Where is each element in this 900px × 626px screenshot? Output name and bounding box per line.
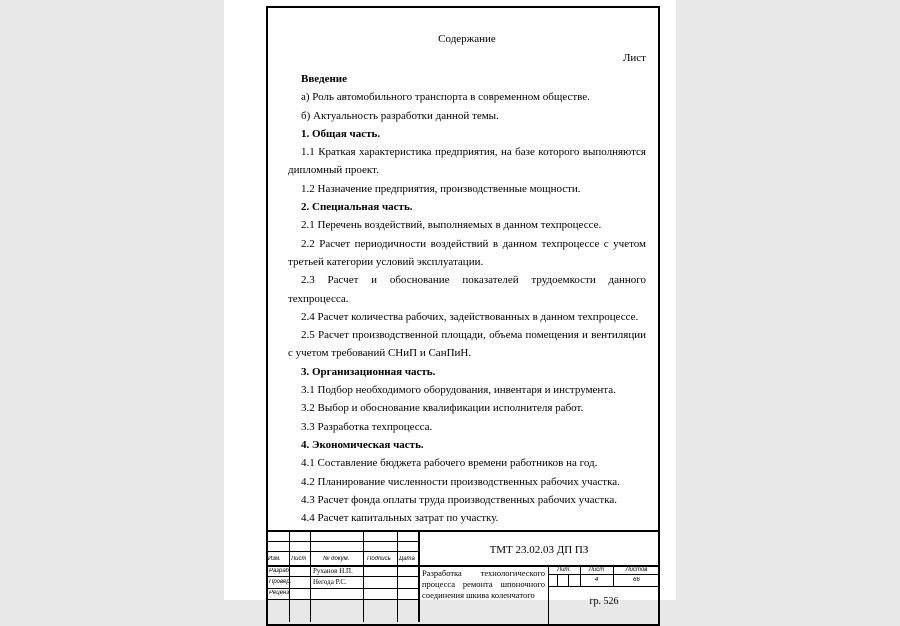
checker-name: Негода Р.С. xyxy=(313,578,347,586)
toc-entry: 3.2 Выбор и обоснование квалификации исполнителя работ. xyxy=(301,402,584,415)
toc-section-heading: 2. Специальная часть. xyxy=(301,201,413,214)
toc-entry: 2.3 Расчет и обоснование показателей трудоемкости данного техпроцесса. xyxy=(288,274,646,305)
sheet-number: 4 xyxy=(594,577,599,583)
toc-entry: 3.1 Подбор необходимого оборудования, инвентаря и инструмента. xyxy=(301,384,616,397)
toc-entry: 2.5 Расчет производственной площади, объема помещения и вентиляции с учетом требований СНиП и СанПиН. xyxy=(288,329,646,360)
role-reviewer: Реценз. xyxy=(269,590,291,596)
header-izm: Изм. xyxy=(268,556,281,562)
table-of-contents xyxy=(288,33,646,527)
toc-entry: 4.2 Планирование численности производственных рабочих участка. xyxy=(301,475,620,488)
toc-section-heading: 4. Экономическая часть. xyxy=(301,438,424,451)
document-description: Разработка технологического процесса ремонта шпоночного соединения шкива коленчатого xyxy=(422,568,545,600)
toc-entry: 4.4 Расчет капитальных затрат по участку. xyxy=(301,512,499,525)
toc-entry: 2.2 Расчет периодичности воздействий в данном техпроцессе с учетом третьей категории условий эксплуатации. xyxy=(288,237,646,268)
lit-label: Лит. xyxy=(556,567,572,573)
toc-section-heading: 1. Общая часть. xyxy=(301,127,381,140)
toc-entry: 1.1 Краткая характеристика предприятия, на базе которого выполняются дипломный проект. xyxy=(288,146,646,177)
toc-entry: б) Актуальность разработки данной темы. xyxy=(301,109,499,122)
developer-name: Руханов Н.П. xyxy=(313,567,353,575)
header-list: Лист xyxy=(291,556,307,562)
sheet-column-label: Лист xyxy=(622,52,646,64)
sheets-count: 66 xyxy=(633,577,640,583)
sheets-label: Листов xyxy=(625,567,648,573)
header-sign: Подпись xyxy=(367,556,391,562)
toc-entry: 3.3 Разработка техпроцесса. xyxy=(301,420,433,433)
toc-entry: 4.3 Расчет фонда оплаты труда производственных рабочих участка. xyxy=(301,493,618,506)
role-developer: Разраб. xyxy=(269,568,291,574)
header-date: Дата xyxy=(399,556,415,562)
group-label: гр. 526 xyxy=(589,596,619,607)
header-doc: № докум. xyxy=(323,556,350,562)
toc-title: Содержание xyxy=(438,33,496,45)
sheet-label: Лист xyxy=(588,567,605,573)
toc-entry: 2.1 Перечень воздействий, выполняемых в данном техпроцессе. xyxy=(301,219,602,232)
title-block xyxy=(266,530,660,622)
document-code: ТМТ 23.02.03 ДП ПЗ xyxy=(489,544,589,556)
toc-entry: 1.2 Назначение предприятия, производственные мощности. xyxy=(301,182,581,195)
toc-section-heading: Введение xyxy=(301,73,348,85)
toc-entry: а) Роль автомобильного транспорта в современном обществе. xyxy=(301,91,590,104)
toc-entry: 2.4 Расчет количества рабочих, задействованных в данном техпроцессе. xyxy=(301,310,639,323)
toc-entry: 4.1 Составление бюджета рабочего времени работников на год. xyxy=(301,457,598,470)
toc-section-heading: 3. Организационная часть. xyxy=(301,365,436,378)
role-checker: Провер. xyxy=(269,579,292,585)
